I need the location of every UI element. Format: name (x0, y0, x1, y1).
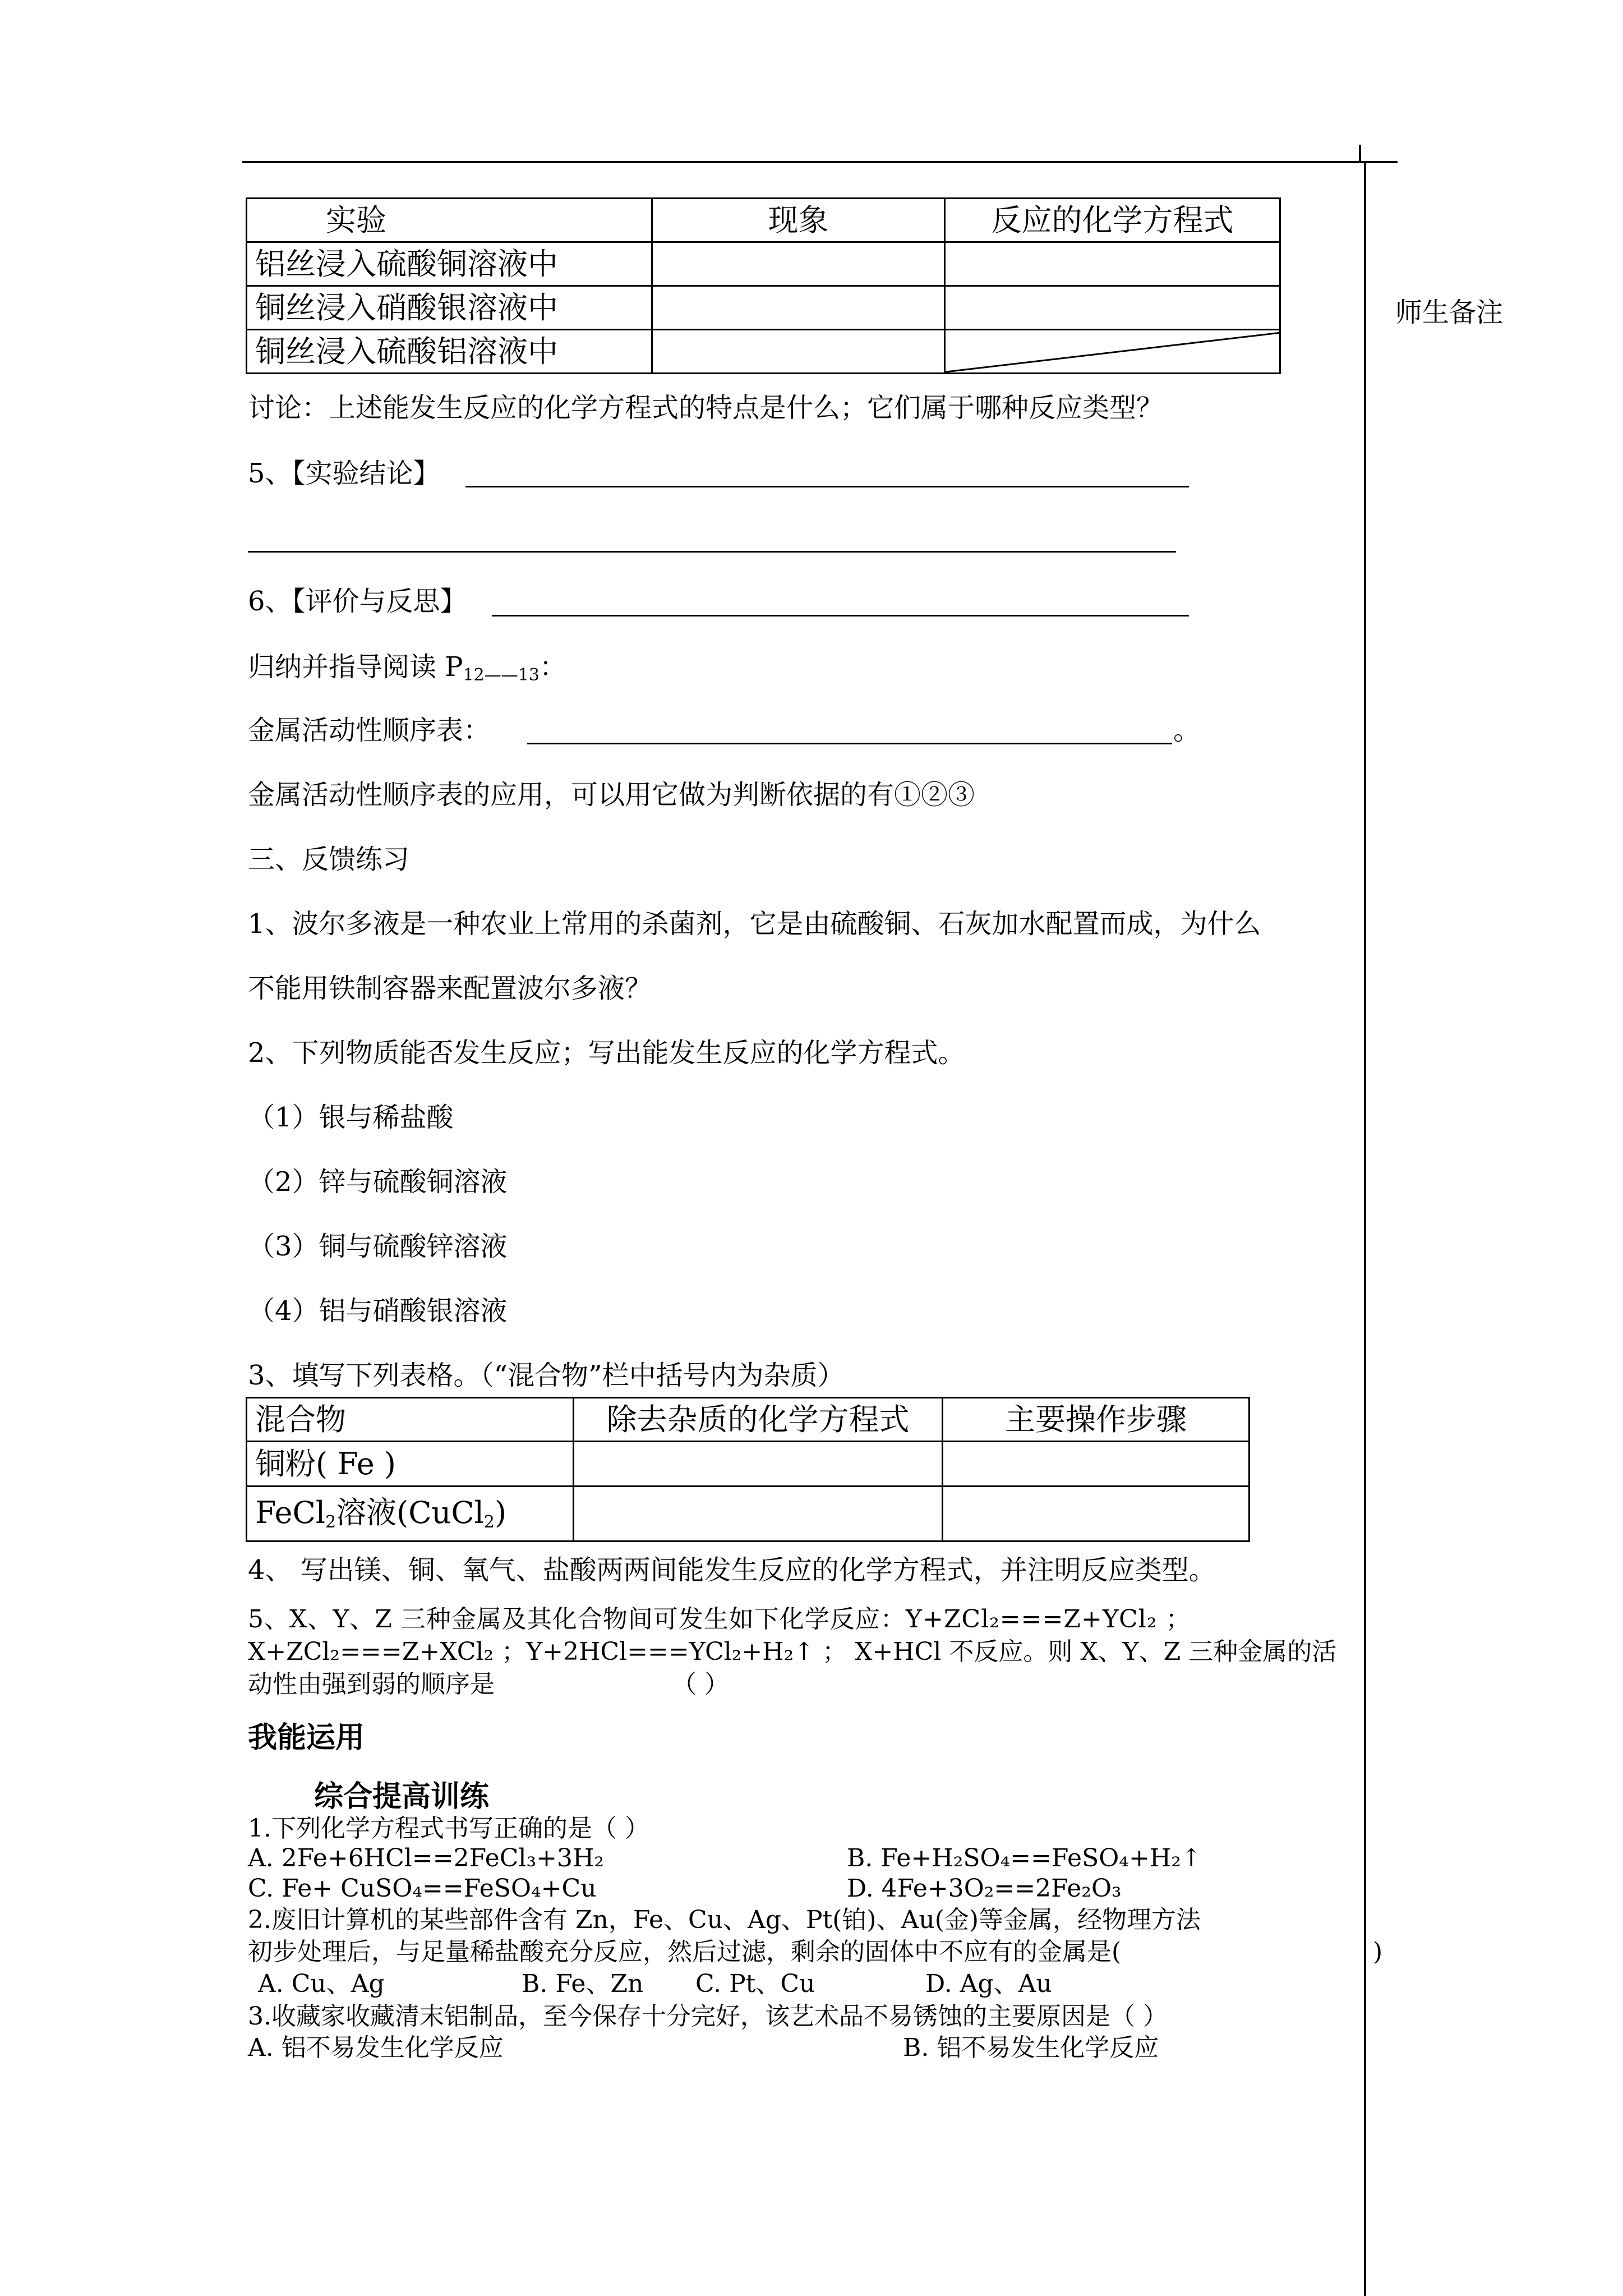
mc2-line1: 2.废旧计算机的某些部件含有 Zn，Fe、Cu、Ag、Pt(铂)、Au(金)等金属，经物理方法 (248, 1906, 1201, 1934)
diagonal-slash (946, 330, 1280, 374)
guide-reading: 归纳并指导阅读 $P_{12——13}$： (248, 651, 566, 685)
heading-apply: 我能运用 (248, 1721, 365, 1755)
table-cell: 铝丝浸入硫酸铜溶液中 (247, 242, 652, 286)
answer-line[interactable] (492, 615, 1189, 616)
section5-label: 5、【实验结论】 (248, 458, 440, 489)
table-cell: FeCl$_2$溶液(CuCl$_2$) (247, 1487, 574, 1542)
question-2-item: （2）锌与硫酸铜溶液 (248, 1166, 508, 1198)
activity-order-end: 。 (1173, 715, 1201, 746)
mc1-option-d[interactable]: D. 4Fe+3O₂==2Fe₂O₃ (847, 1874, 1122, 1903)
question-1-line1: 1、波尔多液是一种农业上常用的杀菌剂，它是由硫酸铜、石灰加水配置而成，为什么 (248, 908, 1261, 940)
mc3-option-a[interactable]: A. 铝不易发生化学反应 (248, 2033, 504, 2062)
mc2-line2: 初步处理后，与足量稀盐酸充分反应，然后过滤，剩余的固体中不应有的金属是( (248, 1938, 1122, 1966)
margin-note: 师生备注 (1395, 297, 1504, 328)
question-2-item: （1）银与稀盐酸 (248, 1102, 454, 1133)
mc3-option-b[interactable]: B. 铝不易发生化学反应 (903, 2033, 1159, 2062)
table-header: 实验 (247, 199, 652, 242)
table-cell[interactable] (652, 286, 945, 330)
table-cell: 铜丝浸入硫酸铝溶液中 (247, 330, 652, 374)
mc2-close: ) (1373, 1938, 1383, 1966)
table-cell[interactable] (574, 1442, 943, 1487)
question-5-line1: 5、X、Y、Z 三种金属及其化合物间可发生如下化学反应：Y+ZCl₂===Z+YCl₂ ； (248, 1605, 1191, 1634)
question-2-item: （3）铜与硫酸锌溶液 (248, 1231, 508, 1262)
question-1-line2: 不能用铁制容器来配置波尔多液？ (248, 973, 652, 1004)
header-rule (242, 161, 1398, 163)
discussion-text: 讨论：上述能发生反应的化学方程式的特点是什么；它们属于哪种反应类型？ (248, 392, 1164, 424)
table-cell: 铜丝浸入硝酸银溶液中 (247, 286, 652, 330)
table-cell: 铜粉( Fe ) (247, 1442, 574, 1487)
question-2-item: （4）铝与硝酸银溶液 (248, 1295, 508, 1327)
mc2-option-c[interactable]: C. Pt、Cu (695, 1970, 815, 1998)
table-cell[interactable] (943, 1442, 1249, 1487)
table-cell[interactable] (652, 330, 945, 374)
mc1-option-b[interactable]: B. Fe+H₂SO₄==FeSO₄+H₂↑ (847, 1844, 1202, 1872)
experiment-table (246, 197, 1281, 374)
table-header: 除去杂质的化学方程式 (574, 1398, 943, 1442)
activity-application: 金属活动性顺序表的应用，可以用它做为判断依据的有①②③ (248, 779, 975, 811)
mc2-option-b[interactable]: B. Fe、Zn (522, 1970, 644, 1998)
question-3-title: 3、填写下列表格。（“混合物”栏中括号内为杂质） (248, 1360, 845, 1391)
mc1-option-c[interactable]: C. Fe+ CuSO₄==FeSO₄+Cu (248, 1874, 597, 1903)
table-header: 反应的化学方程式 (945, 199, 1280, 242)
table-header: 主要操作步骤 (943, 1398, 1249, 1442)
heading-training: 综合提高训练 (314, 1780, 490, 1814)
feedback-title: 三、反馈练习 (248, 844, 410, 875)
mc3-stem: 3.收藏家收藏清末铝制品，至今保存十分完好，该艺术品不易锈蚀的主要原因是（ ） (248, 2002, 1168, 2031)
table-header: 现象 (652, 199, 945, 242)
table-cell[interactable] (945, 242, 1280, 286)
mc1-option-a[interactable]: A. 2Fe+6HCl==2FeCl₃+3H₂ (248, 1844, 605, 1872)
answer-line[interactable] (527, 743, 1172, 744)
table-cell[interactable] (945, 286, 1280, 330)
impurity-table (246, 1397, 1250, 1542)
table-cell[interactable] (652, 242, 945, 286)
question-5-line3: 动性由强到弱的顺序是 (248, 1670, 495, 1699)
answer-line[interactable] (248, 551, 1176, 553)
mc2-option-a[interactable]: A. Cu、Ag (258, 1970, 385, 1998)
table-cell-crossed (945, 330, 1280, 374)
question-2-title: 2、下列物质能否发生反应；写出能发生反应的化学方程式。 (248, 1037, 965, 1069)
table-cell[interactable] (943, 1487, 1249, 1542)
table-cell[interactable] (574, 1487, 943, 1542)
question-5-line2: X+ZCl₂===Z+XCl₂ ；Y+2HCl===YCl₂+H₂↑ ； X+HCl 不反应。则 X、Y、Z 三种金属的活 (248, 1637, 1337, 1666)
answer-line[interactable] (465, 486, 1189, 487)
activity-order-label: 金属活动性顺序表： (248, 715, 491, 746)
mc2-option-d[interactable]: D. Ag、Au (925, 1970, 1052, 1998)
mc1-stem: 1.下列化学方程式书写正确的是（ ） (248, 1814, 649, 1843)
question-5-blank[interactable]: （ ） (672, 1670, 729, 1699)
question-4: 4、 写出镁、铜、氧气、盐酸两两间能发生反应的化学方程式，并注明反应类型。 (248, 1554, 1216, 1586)
section6-label: 6、【评价与反思】 (248, 586, 467, 617)
table-header: 混合物 (247, 1398, 574, 1442)
margin-tick (1359, 145, 1361, 163)
margin-divider (1364, 161, 1366, 2296)
